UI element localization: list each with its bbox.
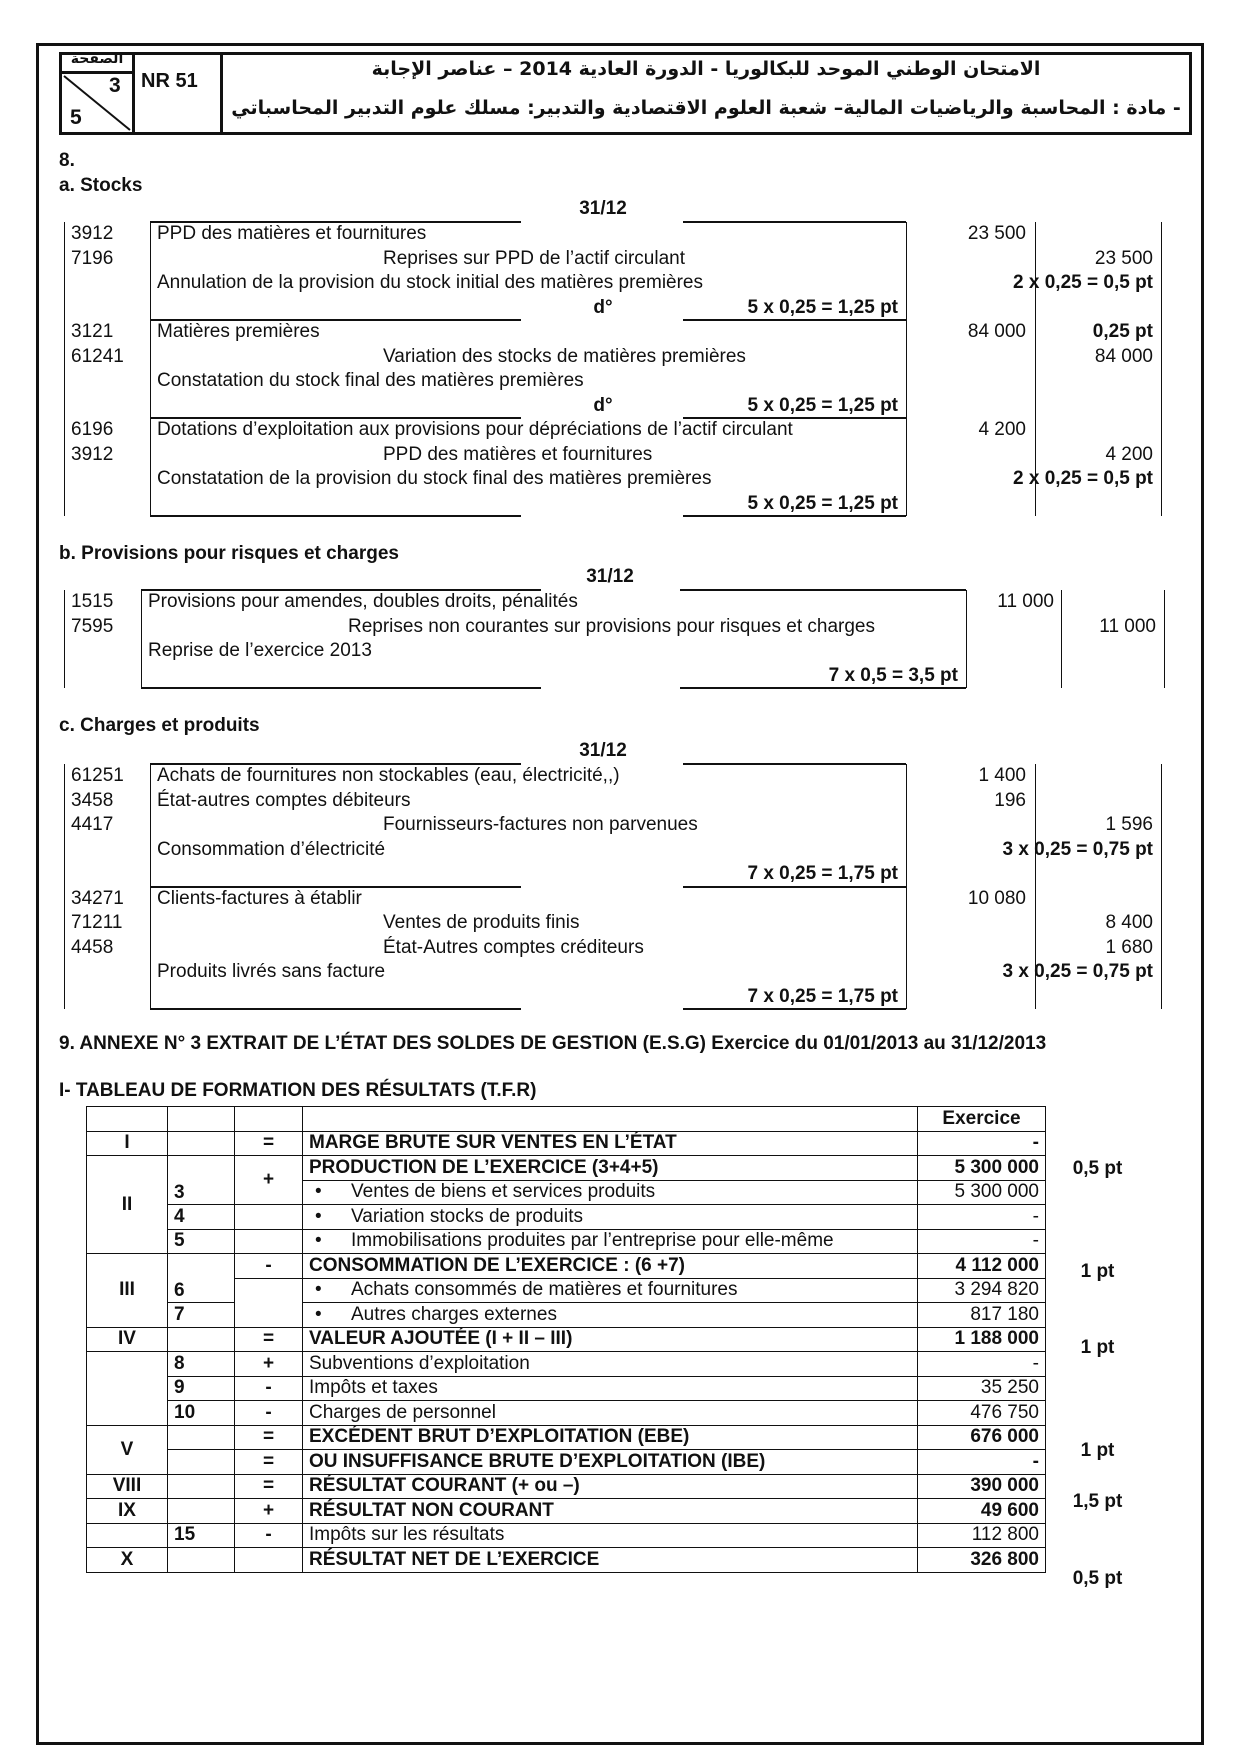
entry-label: PPD des matières et fournitures: [157, 223, 427, 244]
entry-label: Constatation du stock final des matières premières: [157, 370, 584, 391]
line-number-cell: 4: [168, 1205, 235, 1230]
entry-separator-line: [680, 687, 966, 689]
sign-cell: =: [235, 1327, 303, 1352]
credit-column-line: [1161, 764, 1162, 1009]
value-cell: 5 300 000: [918, 1156, 1046, 1181]
table-row: [87, 1376, 1046, 1401]
credit-amount: 11 000: [1099, 615, 1156, 637]
value-cell: 5 300 000: [918, 1180, 1046, 1205]
account-number: 7595: [71, 615, 114, 637]
sign-cell: -: [235, 1376, 303, 1401]
header-cell: [168, 1107, 235, 1132]
row-label: Impôts et taxes: [309, 1377, 438, 1399]
credit-column-line: [1164, 590, 1165, 688]
page-total: 5: [70, 106, 82, 129]
line-number-cell: 10: [168, 1401, 235, 1426]
entry-label: Variation des stocks de matières premières: [383, 345, 746, 367]
entry-label: État-autres comptes débiteurs: [157, 789, 411, 811]
label-cell: [303, 1205, 918, 1230]
row-label: Charges de personnel: [309, 1401, 496, 1423]
debit-column-line: [1035, 764, 1036, 1009]
account-column-line: [64, 222, 65, 516]
credit-amount: 4 200: [1105, 443, 1153, 465]
entry-points: 5 x 0,25 = 1,25 pt: [747, 492, 898, 514]
entry-label: Reprise de l’exercice 2013: [148, 640, 372, 661]
value-cell: 35 250: [918, 1376, 1046, 1401]
account-number: 61241: [71, 345, 124, 367]
label-cell: [303, 1278, 918, 1303]
table-row: [87, 1450, 1046, 1475]
entry-separator-line: [150, 1008, 521, 1010]
sign-cell: -: [235, 1254, 303, 1279]
credit-amount: 0,25 pt: [1092, 321, 1153, 342]
table-row: [87, 1131, 1046, 1156]
tfr-title: I- TABLEAU DE FORMATION DES RÉSULTATS (T.F.R): [59, 1080, 537, 1101]
label-column-line: [150, 764, 151, 1009]
entry-points: 7 x 0,25 = 1,75 pt: [747, 863, 898, 884]
roman-numeral-cell: I: [87, 1131, 168, 1156]
entry-points: 7 x 0,5 = 3,5 pt: [828, 664, 958, 686]
section-9-title: 9. ANNEXE N° 3 EXTRAIT DE L’ÉTAT DES SOLDES DE GESTION (E.S.G) Exercice du 01/01/2013 au 31/12/2013: [59, 1033, 1047, 1054]
label-cell: [303, 1450, 918, 1475]
debit-amount: 84 000: [967, 321, 1026, 342]
value-cell: -: [918, 1352, 1046, 1377]
label-right-line: [906, 222, 907, 516]
row-label: Achats consommés de matières et fournitures: [351, 1279, 738, 1301]
label-cell: [303, 1156, 918, 1181]
label-cell: [303, 1327, 918, 1352]
journal-date: 31/12: [579, 740, 627, 761]
column-header-exercice: Exercice: [918, 1107, 1046, 1132]
entry-label: Dotations d’exploitation aux provisions pour dépréciations de l’actif circulant: [157, 419, 793, 440]
page-label: الصفحة: [70, 51, 124, 67]
bullet-icon: •: [315, 1181, 322, 1203]
entry-separator-line: [683, 1008, 906, 1010]
entry-separator-line: [150, 515, 521, 517]
account-number: 3121: [71, 321, 114, 342]
entry-label: Reprises sur PPD de l’actif circulant: [383, 247, 685, 269]
account-number: 3912: [71, 443, 114, 465]
label-cell: [303, 1499, 918, 1524]
value-cell: 326 800: [918, 1548, 1046, 1573]
account-number: 3912: [71, 223, 114, 244]
exam-subject: - مادة : المحاسبة والرياضيات المالية– شعبة العلوم الاقتصادية والتدبير: مسلك علوم التدبير المحاسباتي: [231, 97, 1181, 119]
label-cell: [303, 1229, 918, 1254]
sign-cell: [235, 1229, 303, 1254]
line-number-cell: [168, 1425, 235, 1450]
table-row: [87, 1499, 1046, 1524]
value-cell: -: [918, 1229, 1046, 1254]
account-number: 1515: [71, 591, 114, 612]
roman-numeral-cell: II: [87, 1156, 168, 1254]
row-points: 1 pt: [1080, 1337, 1115, 1359]
table-row: [87, 1474, 1046, 1499]
exam-title: الامتحان الوطني الموحد للبكالوريا - الدورة العادية 2014 – عناصر الإجابة: [371, 58, 1041, 80]
entry-label: Achats de fournitures non stockables (eau, électricité,,): [157, 765, 620, 786]
journal-top-line: [683, 763, 906, 765]
label-cell: [303, 1376, 918, 1401]
roman-numeral-cell: VIII: [87, 1474, 168, 1499]
row-label: Ventes de biens et services produits: [351, 1181, 656, 1203]
line-number-cell: 8: [168, 1352, 235, 1377]
sign-cell: [235, 1205, 303, 1230]
sign-cell: -: [235, 1401, 303, 1426]
roman-numeral-cell: IV: [87, 1327, 168, 1352]
entry-separator-line: [683, 319, 906, 321]
label-cell: [303, 1548, 918, 1573]
table-header-row: [87, 1107, 1046, 1132]
section-a-title: a. Stocks: [59, 175, 143, 196]
header-cell: [235, 1107, 303, 1132]
line-number-cell: [168, 1548, 235, 1573]
sign-cell: +: [235, 1499, 303, 1524]
bullet-icon: •: [315, 1230, 322, 1252]
table-row: [87, 1156, 1046, 1181]
row-label: Autres charges externes: [351, 1303, 557, 1325]
credit-column-line: [1161, 222, 1162, 516]
credit-amount: 2 x 0,25 = 0,5 pt: [1013, 272, 1153, 293]
journal-date: 31/12: [579, 198, 627, 219]
row-label: VALEUR AJOUTÉE (I + II – III): [309, 1328, 573, 1350]
tfr-table: [86, 1106, 1046, 1573]
table-row: [87, 1523, 1046, 1548]
entry-points: 5 x 0,25 = 1,25 pt: [747, 296, 898, 318]
page-current: 3: [109, 74, 121, 97]
section-8-number: 8.: [59, 150, 75, 171]
entry-label: Provisions pour amendes, doubles droits, pénalités: [148, 591, 578, 612]
value-cell: 390 000: [918, 1474, 1046, 1499]
table-row: [87, 1303, 1046, 1328]
credit-amount: 84 000: [1094, 345, 1153, 367]
account-number: 7196: [71, 247, 114, 269]
journal-date: 31/12: [586, 566, 634, 587]
entry-points: 7 x 0,25 = 1,75 pt: [747, 985, 898, 1007]
account-number: 61251: [71, 765, 124, 786]
credit-amount: 3 x 0,25 = 0,75 pt: [1002, 838, 1153, 860]
value-cell: 49 600: [918, 1499, 1046, 1524]
value-cell: -: [918, 1205, 1046, 1230]
credit-amount: 23 500: [1094, 247, 1153, 269]
label-right-line: [966, 590, 967, 688]
label-cell: [303, 1303, 918, 1328]
label-right-line: [906, 764, 907, 1009]
row-label: OU INSUFFISANCE BRUTE D’EXPLOITATION (IBE): [309, 1450, 766, 1472]
table-row: [87, 1401, 1046, 1426]
sign-cell: [235, 1548, 303, 1573]
bullet-icon: •: [315, 1303, 322, 1325]
account-number: 4458: [71, 936, 114, 958]
entry-separator-line: [141, 687, 541, 689]
table-row: [87, 1548, 1046, 1573]
row-label: Immobilisations produites par l’entreprise pour elle-même: [351, 1230, 834, 1252]
label-cell: [303, 1254, 918, 1279]
value-cell: 1 188 000: [918, 1327, 1046, 1352]
sign-cell: [235, 1278, 303, 1327]
table-row: [87, 1254, 1046, 1279]
entry-label: État-Autres comptes créditeurs: [383, 936, 644, 958]
debit-amount: 23 500: [967, 223, 1026, 244]
entry-label: Matières premières: [157, 321, 320, 342]
account-number: 3458: [71, 789, 114, 811]
entry-label: Clients-factures à établir: [157, 887, 362, 909]
row-label: MARGE BRUTE SUR VENTES EN L’ÉTAT: [309, 1132, 677, 1154]
table-row: [87, 1229, 1046, 1254]
sign-cell: =: [235, 1131, 303, 1156]
row-points: 1,5 pt: [1072, 1491, 1123, 1512]
value-cell: 4 112 000: [918, 1254, 1046, 1279]
credit-amount: 2 x 0,25 = 0,5 pt: [1013, 468, 1153, 489]
label-cell: [303, 1425, 918, 1450]
entry-label: Fournisseurs-factures non parvenues: [383, 814, 698, 835]
value-cell: -: [918, 1450, 1046, 1475]
roman-numeral-cell: X: [87, 1548, 168, 1573]
header-cell: [87, 1107, 168, 1132]
sign-cell: =: [235, 1450, 303, 1475]
table-row: [87, 1205, 1046, 1230]
roman-numeral-cell: [87, 1352, 168, 1426]
row-label: PRODUCTION DE L’EXERCICE (3+4+5): [309, 1156, 659, 1178]
entry-label: Ventes de produits finis: [383, 912, 580, 933]
value-cell: 476 750: [918, 1401, 1046, 1426]
table-row: [87, 1352, 1046, 1377]
row-label: RÉSULTAT NON COURANT: [309, 1499, 554, 1521]
value-cell: 3 294 820: [918, 1278, 1046, 1303]
bullet-icon: •: [315, 1205, 322, 1227]
entry-label: Reprises non courantes sur provisions pour risques et charges: [348, 615, 875, 637]
value-cell: 676 000: [918, 1425, 1046, 1450]
header-cell: [303, 1107, 918, 1132]
row-points: 0,5 pt: [1072, 1567, 1123, 1589]
value-cell: 112 800: [918, 1523, 1046, 1548]
roman-numeral-cell: IX: [87, 1499, 168, 1524]
line-number-cell: [168, 1474, 235, 1499]
credit-amount: 3 x 0,25 = 0,75 pt: [1002, 961, 1153, 982]
debit-amount: 10 080: [967, 887, 1026, 909]
debit-amount: 11 000: [997, 591, 1054, 612]
value-cell: 817 180: [918, 1303, 1046, 1328]
debit-column-line: [1035, 222, 1036, 516]
account-number: 4417: [71, 814, 114, 835]
account-number: 6196: [71, 419, 114, 440]
credit-amount: 8 400: [1105, 912, 1153, 933]
row-label: CONSOMMATION DE L’EXERCICE : (6 +7): [309, 1254, 685, 1276]
section-c-title: c. Charges et produits: [59, 715, 260, 736]
row-label: EXCÉDENT BRUT D’EXPLOITATION (EBE): [309, 1426, 690, 1448]
label-cell: [303, 1474, 918, 1499]
label-column-line: [141, 590, 142, 688]
ditto-mark: d°: [593, 394, 613, 416]
value-cell: -: [918, 1131, 1046, 1156]
section-b-title: b. Provisions pour risques et charges: [59, 543, 399, 564]
entry-label: Produits livrés sans facture: [157, 961, 386, 982]
table-row: [87, 1425, 1046, 1450]
debit-column-line: [1061, 590, 1062, 688]
entry-separator-line: [683, 886, 906, 888]
label-cell: [303, 1180, 918, 1205]
row-label: Variation stocks de produits: [351, 1205, 583, 1227]
row-label: Subventions d’exploitation: [309, 1352, 530, 1374]
line-number-cell: 7: [168, 1303, 235, 1328]
code-box: [132, 52, 223, 135]
sign-cell: =: [235, 1425, 303, 1450]
journal-top-line: [683, 221, 906, 223]
label-column-line: [150, 222, 151, 516]
entry-label: Consommation d’électricité: [157, 838, 386, 860]
sign-cell: -: [235, 1523, 303, 1548]
sign-cell: +: [235, 1352, 303, 1377]
label-cell: [303, 1401, 918, 1426]
row-points: 1 pt: [1080, 1439, 1115, 1461]
roman-numeral-cell: V: [87, 1425, 168, 1474]
line-number-cell: 6: [168, 1254, 235, 1303]
debit-amount: 1 400: [978, 765, 1026, 786]
line-number-cell: 3: [168, 1156, 235, 1205]
roman-numeral-cell: III: [87, 1254, 168, 1328]
label-cell: [303, 1131, 918, 1156]
entry-label: Annulation de la provision du stock initial des matières premières: [157, 272, 703, 293]
line-number-cell: 9: [168, 1376, 235, 1401]
roman-numeral-cell: [87, 1523, 168, 1548]
exam-code: NR 51: [141, 70, 198, 92]
line-number-cell: [168, 1131, 235, 1156]
line-number-cell: [168, 1499, 235, 1524]
table-row: [87, 1327, 1046, 1352]
label-cell: [303, 1523, 918, 1548]
ditto-mark: d°: [593, 296, 613, 318]
row-points: 1 pt: [1080, 1260, 1115, 1282]
label-cell: [303, 1352, 918, 1377]
bullet-icon: •: [315, 1279, 322, 1301]
row-label: RÉSULTAT NET DE L’EXERCICE: [309, 1548, 600, 1570]
debit-amount: 4 200: [978, 419, 1026, 440]
account-column-line: [64, 590, 65, 688]
entry-points: 5 x 0,25 = 1,25 pt: [747, 394, 898, 416]
debit-amount: 196: [994, 789, 1026, 811]
line-number-cell: [168, 1327, 235, 1352]
account-column-line: [64, 764, 65, 1009]
line-number-cell: [168, 1450, 235, 1475]
credit-amount: 1 596: [1105, 814, 1153, 835]
line-number-cell: 5: [168, 1229, 235, 1254]
entry-label: Constatation de la provision du stock final des matières premières: [157, 468, 712, 489]
account-number: 34271: [71, 887, 124, 909]
row-points: 0,5 pt: [1072, 1158, 1123, 1180]
row-label: RÉSULTAT COURANT (+ ou –): [309, 1475, 580, 1497]
entry-label: PPD des matières et fournitures: [383, 443, 653, 465]
account-number: 71211: [71, 912, 123, 933]
sign-cell: +: [235, 1156, 303, 1205]
line-number-cell: 15: [168, 1523, 235, 1548]
sign-cell: =: [235, 1474, 303, 1499]
entry-separator-line: [683, 515, 906, 517]
credit-amount: 1 680: [1105, 936, 1153, 958]
row-label: Impôts sur les résultats: [309, 1524, 505, 1546]
